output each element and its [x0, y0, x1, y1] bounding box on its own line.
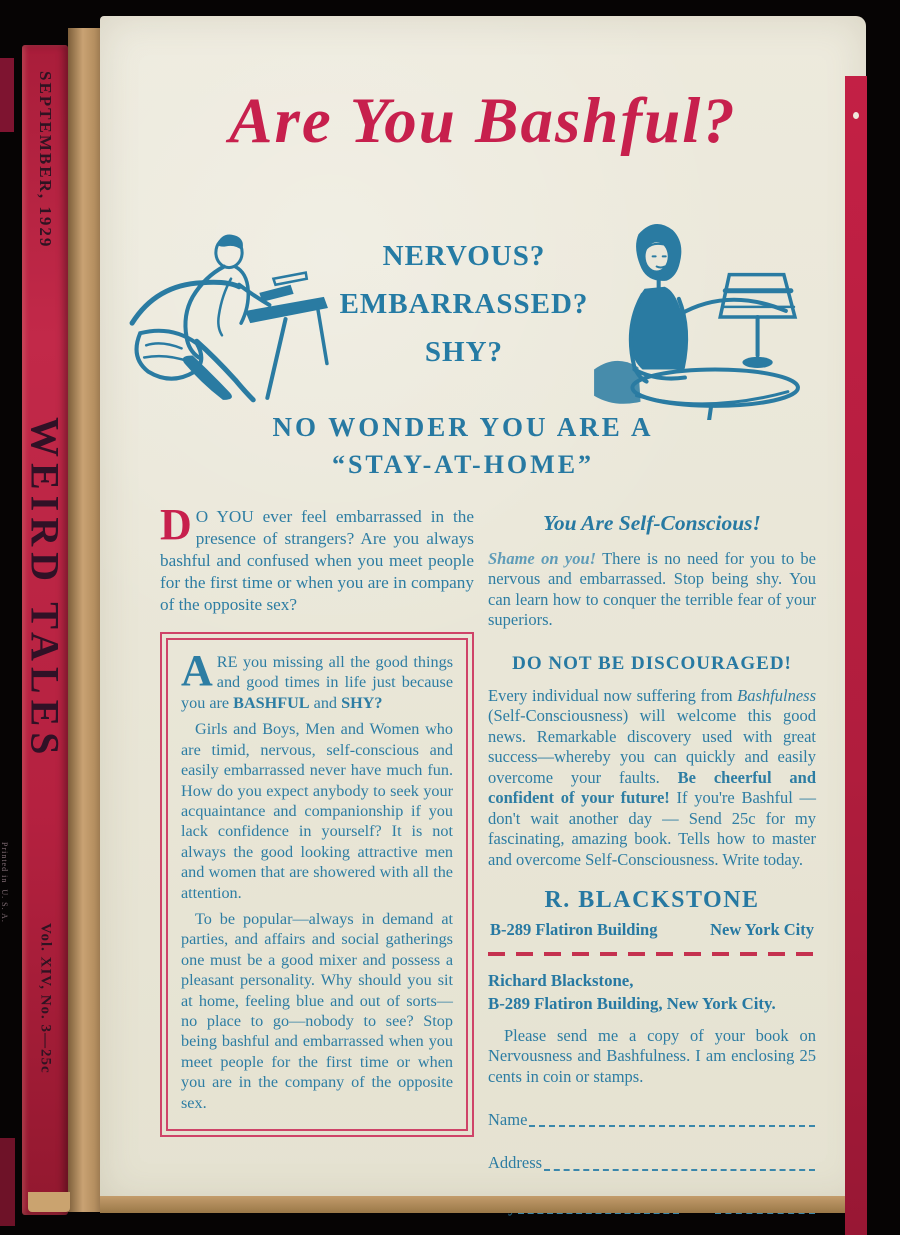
coupon-body-text: Please send me a copy of your book on Nervousness and Bashfulness. I am enclosing 25 cents in coin or stamps.: [488, 1025, 816, 1086]
drop-cap-a: A: [181, 646, 213, 696]
discouraged-heading: DO NOT BE DISCOURAGED!: [512, 653, 792, 675]
front-cover-edge: [845, 76, 867, 1235]
advertiser-address-city: New York City: [710, 919, 814, 939]
subtitle-line1: NO WONDER YOU ARE A: [272, 412, 654, 442]
name-field-line: [529, 1125, 815, 1127]
address-field-row: [488, 1153, 816, 1173]
intro-paragraph: D O YOU ever feel embarrassed in the presence of strangers? Are you always bashful and confused when you meet people for the first time or when you are in company of the opposite sex?: [160, 500, 474, 615]
spine-date: SEPTEMBER, 1929: [36, 71, 55, 249]
back-cover-page: [100, 16, 866, 1202]
paper-speck: [853, 112, 859, 119]
spine-magazine-title: WEIRD TALES: [22, 417, 68, 761]
two-column-body: [160, 500, 816, 1217]
coupon-recipient-address: B-289 Flatiron Building, New York City.: [488, 993, 776, 1013]
drop-cap-d: D: [160, 500, 192, 549]
address-field-label: Address: [488, 1153, 543, 1173]
spine-issue-number: Vol. XIV, No. 3—25c: [37, 923, 54, 1074]
page-block-edge-bottom: [100, 1196, 857, 1213]
right-column: [488, 506, 816, 1217]
name-field-label: Name: [488, 1110, 528, 1129]
bashful-box: [160, 632, 474, 1137]
discovery-paragraph: Every individual now suffering from Bashfulness (Self-Consciousness) will welcome this good news. Remarkable discovery used with great success—whereby you can quickly and easily overcome your faults. Be cheerful and confident of your future! If you're Bashful — don't wait another day — Send 25c for my fascinating, amazing book. Tells how to master and overcome Self-Consciousness. Write today.: [488, 686, 816, 869]
coupon-recipient-name: Richard Blackstone,: [488, 971, 634, 991]
box-paragraph-2: Girls and Boys, Men and Women who are timid, nervous, self-conscious and easily embarrassed never have much fun. How do you expect anybody to seek your acquaintance and companionship if you lack confidence in yourself? It is not always the good looking attractive men and women that are showered with all the attention.: [181, 720, 453, 902]
magazine-spine: [22, 45, 68, 1215]
advertiser-address-building: B-289 Flatiron Building: [490, 919, 658, 939]
mail-in-coupon: [488, 970, 816, 1217]
spine-printed-in-usa: Printed in U. S. A.: [0, 842, 9, 923]
subtitle-line2: “STAY-AT-HOME”: [331, 450, 595, 479]
man-reading-illustration: [126, 214, 333, 406]
bashful-box-inner: [166, 638, 468, 1131]
question-embarrassed: EMBARRASSED?: [339, 288, 589, 320]
shame-lead: Shame on you!: [488, 548, 597, 568]
woman-with-lamp-illustration: [586, 218, 803, 420]
advertiser-address: [488, 920, 816, 940]
ad-title: Are You Bashful?: [229, 85, 737, 157]
left-column: [160, 500, 474, 1217]
self-conscious-heading: You Are Self-Conscious!: [543, 511, 761, 535]
page-block-edge-left: [68, 28, 101, 1212]
book-edge-sliver-bottom: [0, 1138, 15, 1226]
book-edge-sliver-top: [0, 58, 14, 132]
box-paragraph-3: To be popular—always in demand at parties, and affairs and social gatherings one must be a good mixer and possess a pleasant personality. Why should you sit at home, feeling blue and out of sorts—no place to go—nobody to see? Stop being bashful and embarrassed when you meet people for the first time or when you are in the company of the opposite sex.: [181, 909, 453, 1112]
question-shy: SHY?: [424, 336, 504, 368]
questions-block: [336, 232, 592, 376]
address-field-line: [544, 1169, 815, 1171]
name-field-row: [488, 1110, 816, 1130]
box-paragraph-1: ARE you missing all the good things and good times in life just because you are BASHFUL and SHY?: [181, 646, 453, 712]
coupon-cut-line: [488, 952, 816, 956]
shame-paragraph: Shame on you! There is no need for you to be nervous and embarrassed. Stop being shy. You can learn how to conquer the terrible fear of your superiors.: [488, 548, 816, 630]
spine-foot-edge: [28, 1192, 70, 1212]
question-nervous: NERVOUS?: [382, 240, 546, 272]
advertiser-name: R. BLACKSTONE: [544, 887, 760, 914]
